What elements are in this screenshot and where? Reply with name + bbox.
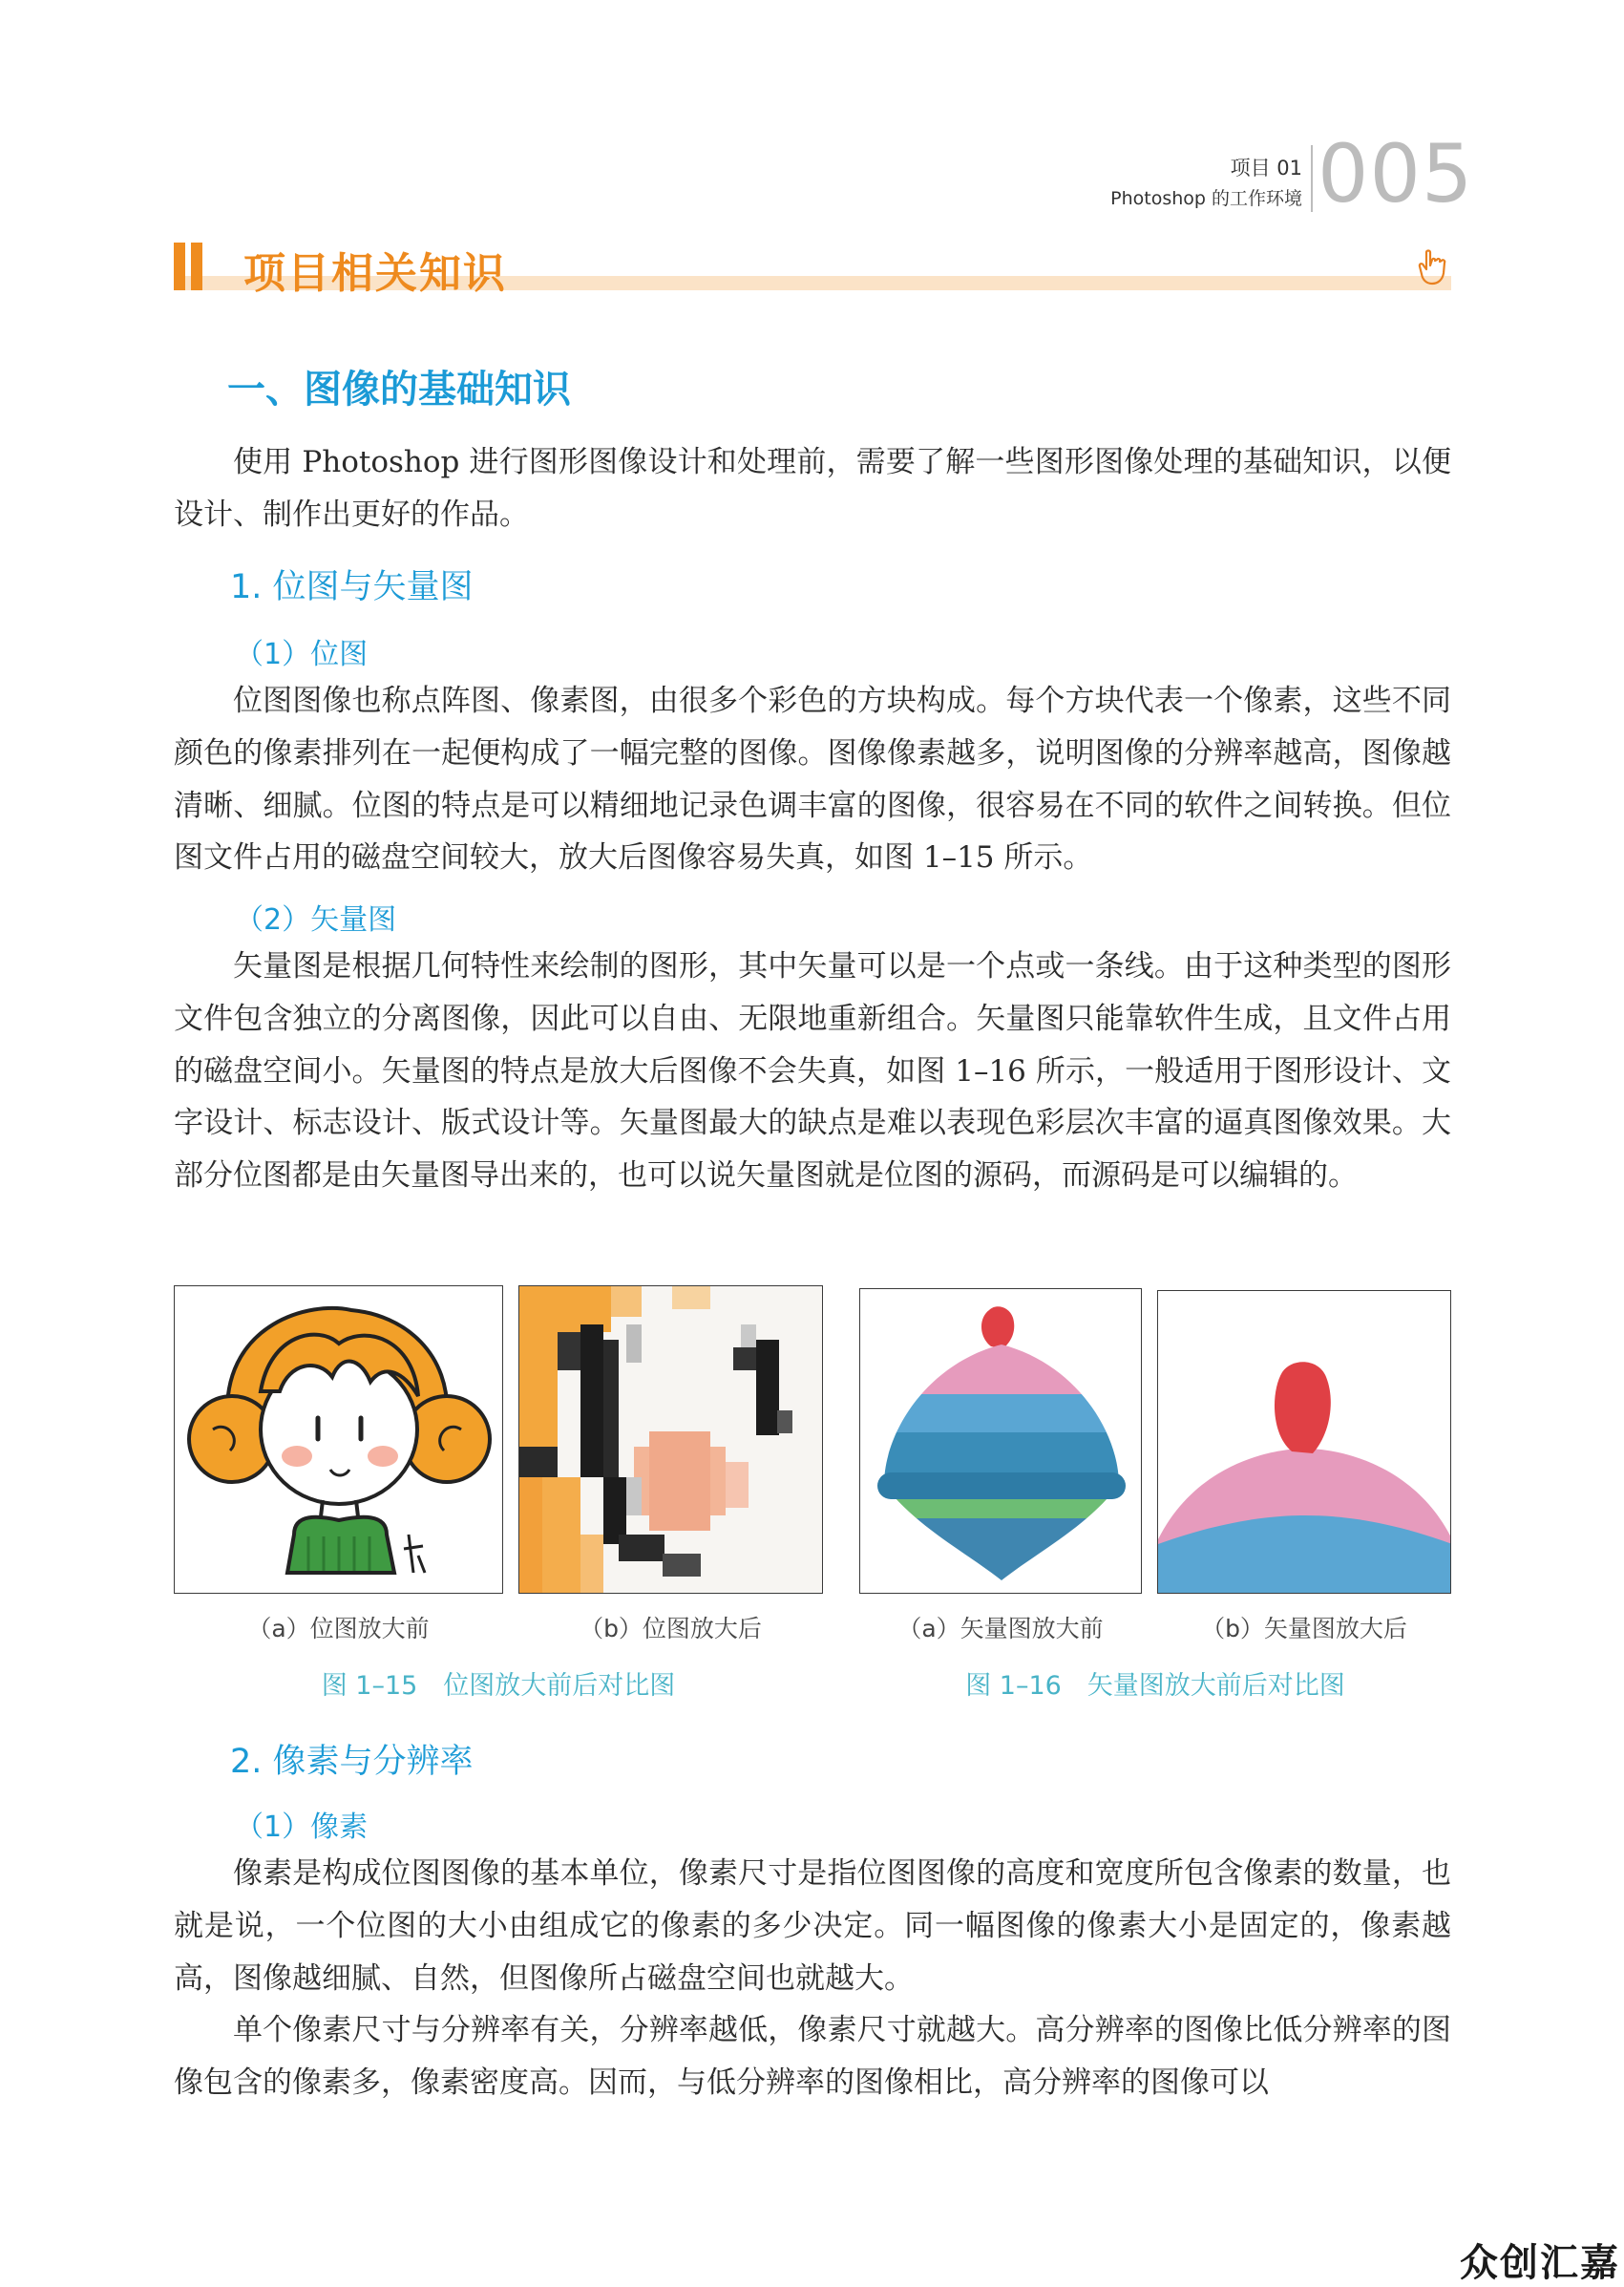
girl-illustration [175, 1286, 503, 1594]
subheading-vector: （2）矢量图 [235, 903, 397, 937]
watermark: 众创汇嘉 [1460, 2241, 1620, 2285]
banner-bar [174, 243, 185, 290]
heading-basic-knowledge: 一、图像的基础知识 [227, 368, 571, 412]
subcaption-vector-before: （a）矢量图放大前 [897, 1615, 1104, 1642]
figure-caption-1-15: 图 1–15 位图放大前后对比图 [321, 1671, 676, 1701]
spinning-top-illustration [860, 1289, 1142, 1594]
figure-caption-1-16: 图 1–16 矢量图放大前后对比图 [965, 1671, 1345, 1701]
paragraph-pixel: 像素是构成位图图像的基本单位，像素尺寸是指位图图像的高度和宽度所包含像素的数量，也就是说，一个位图的大小由组成它的像素的多少决定。同一幅图像的像素大小是固定的，像素越高，图像越细腻、自然，但图像所占磁盘空间也就越大。 [174, 1856, 1451, 1996]
heading-bitmap-vector: 1. 位图与矢量图 [230, 568, 474, 606]
subcaption-vector-after: （b）矢量图放大后 [1201, 1615, 1407, 1642]
paragraph-pixel-size: 单个像素尺寸与分辨率有关，分辨率越低，像素尺寸就越大。高分辨率的图像比低分辨率的图像包含的像素多，像素密度高。因而，与低分辨率的图像相比，高分辨率的图像可以 [174, 2013, 1451, 2100]
subheading-pixel: （1）像素 [235, 1811, 369, 1844]
paragraph-bitmap: 位图图像也称点阵图、像素图，由很多个彩色的方块构成。每个方块代表一个像素，这些不同颜色的像素排列在一起便构成了一幅完整的图像。图像像素越多，说明图像的分辨率越高，图像越清晰、细腻。位图的特点是可以精细地记录色调丰富的图像，很容易在不同的软件之间转换。但位图文件占用的磁盘空间较大，放大后图像容易失真，如图 1–15 所示。 [174, 684, 1451, 876]
running-header-chapter: Photoshop 的工作环境 [1110, 188, 1302, 209]
pixelated-detail [519, 1286, 823, 1594]
heading-pixel-resolution: 2. 像素与分辨率 [230, 1743, 474, 1781]
section-banner-title: 项目相关知识 [243, 249, 507, 298]
intro-paragraph: 使用 Photoshop 进行图形图像设计和处理前，需要了解一些图形图像处理的基础知识，以便设计、制作出更好的作品。 [174, 445, 1451, 532]
figure-vector-before [859, 1288, 1142, 1594]
subheading-bitmap: （1）位图 [235, 638, 369, 671]
page-number: 005 [1318, 127, 1474, 221]
subcaption-bitmap-before: （a）位图放大前 [247, 1615, 430, 1642]
figure-vector-after [1157, 1290, 1451, 1594]
pointing-hand-icon [1417, 248, 1451, 286]
running-header-project: 项目 01 [1230, 157, 1302, 180]
subcaption-bitmap-after: （b）位图放大后 [580, 1615, 762, 1642]
header-divider [1311, 145, 1313, 212]
banner-bar [191, 243, 202, 290]
spinning-top-detail [1158, 1291, 1451, 1594]
figure-bitmap-before [174, 1285, 503, 1594]
paragraph-vector: 矢量图是根据几何特性来绘制的图形，其中矢量可以是一个点或一条线。由于这种类型的图形文件包含独立的分离图像，因此可以自由、无限地重新组合。矢量图只能靠软件生成，且文件占用的磁盘空间小。矢量图的特点是放大后图像不会失真，如图 1–16 所示，一般适用于图形设计、文字设计、标志设计、版式设计等。矢量图最大的缺点是难以表现色彩层次丰富的逼真图像效果。大部分位图都是由矢量图导出来的，也可以说矢量图就是位图的源码，而源码是可以编辑的。 [174, 949, 1451, 1194]
figure-bitmap-after [518, 1285, 823, 1594]
